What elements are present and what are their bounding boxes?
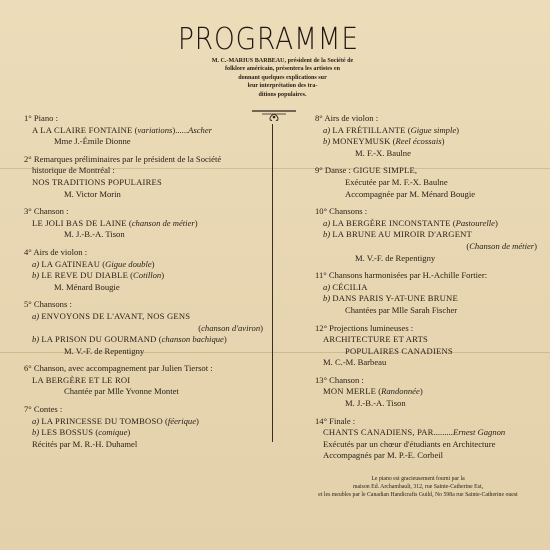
piece-line: b) LE REVE DU DIABLE (Cotillon) — [32, 270, 165, 281]
piece-letter: a) — [32, 310, 40, 321]
piece-letter: b) — [32, 427, 40, 438]
programme-item-10 — [315, 206, 543, 264]
accompanist: Accompagnés par M. P.-E. Corbeil — [323, 450, 444, 461]
piece-note: Cotillon — [133, 270, 162, 281]
piece-title: LA BERGÈRE INCONSTANTE — [332, 217, 451, 228]
item-heading: 11° Chansons harmonisées par H.-Achille Fortier: — [315, 270, 488, 281]
piece-title: LE REVE DU DIABLE — [41, 270, 129, 281]
piece-letter: b) — [32, 270, 40, 281]
item-heading: 1° Piano : — [24, 113, 58, 123]
piece-letter: a) — [32, 415, 40, 426]
piece-title-cont: POPULAIRES CANADIENS — [345, 345, 453, 356]
performer: M. J.-B.-A. Tison — [345, 398, 406, 409]
piece-note-line: (Chanson de métier) — [466, 240, 537, 251]
piece-line: A LA CLAIRE FONTAINE (variations)......Ascher — [32, 124, 212, 135]
item-heading: 5° Chansons : — [24, 299, 72, 310]
performer: M. Ménard Bougie — [54, 281, 120, 292]
programme-item-11 — [315, 270, 543, 316]
piece-letter: b) — [323, 136, 331, 147]
piece-title: LES BOSSUS — [41, 427, 94, 438]
intro-line: donnant quelques explications sur — [238, 74, 327, 81]
programme-item-12 — [315, 323, 543, 369]
footer-line: et les meubles par le Canadian Handicrafts Guild, No 598a rue Sainte-Catherine ouest — [318, 492, 518, 498]
piece-note: Gigue double — [105, 258, 152, 269]
leader-dots: ...... — [175, 124, 189, 135]
piece-letter: b) — [323, 229, 331, 240]
item-heading: 14° Finale : — [315, 415, 356, 426]
piece-line — [24, 311, 269, 323]
piece-letter: a) — [323, 217, 331, 228]
composer: Ascher — [188, 124, 212, 135]
piece-line: a) LA FRÉTILLANTE (Gigue simple) — [323, 124, 460, 135]
piece-line — [315, 293, 543, 305]
item-heading — [315, 165, 543, 177]
piece-title: LA GATINEAU — [41, 258, 101, 269]
performer: M. V.-F. de Repentigny — [64, 345, 145, 356]
piece-title: NOS TRADITIONS POPULAIRES — [32, 176, 162, 187]
programme-item-1 — [24, 113, 269, 148]
item-heading: 7° Contes : — [24, 404, 63, 415]
piece-title: DANS PARIS Y-AT-UNE BRUNE — [332, 293, 458, 304]
piece-line: b) MONEYMUSK (Reel écossais) — [323, 136, 445, 147]
piece-note: chanson de métier — [131, 217, 195, 228]
page-title: PROGRAMME — [178, 22, 359, 57]
piece-note: Reel écossais — [395, 136, 442, 147]
performer: Récités par M. R.-H. Duhamel — [32, 438, 138, 449]
piece-note: Randonnée — [381, 386, 420, 397]
piece-title: CÉCILIA — [332, 281, 368, 292]
footer-line: maison Ed. Archambault, 312, rue Sainte-Catherine Est, — [352, 484, 484, 490]
programme-left-column — [24, 113, 269, 456]
performer: Exécutés par un chœur d'étudiants en Architecture — [323, 438, 496, 449]
piece-line: a) LA BERGÈRE INCONSTANTE (Pastourelle) — [323, 217, 498, 228]
piece-title: LA BRUNE AU MIROIR D'ARGENT — [332, 229, 473, 240]
intro-line: leur interprétation des tra- — [247, 83, 318, 90]
piece-title: LA PRISON DU GOURMAND — [41, 334, 157, 345]
piece-note: chanson d'aviron — [201, 322, 261, 333]
item-heading: 3° Chanson : — [24, 206, 69, 217]
performer: M. Victor Morin — [64, 188, 121, 199]
programme-item-13 — [315, 375, 543, 410]
programme-item-3 — [24, 206, 269, 241]
piece-letter: b) — [32, 334, 40, 345]
piece-line — [315, 229, 543, 241]
piece-note: comique — [98, 427, 128, 438]
performer: M. F.-X. Baulne — [355, 147, 411, 158]
piece-letter: a) — [32, 258, 40, 269]
programme-item-4 — [24, 247, 269, 293]
piece-letter: b) — [323, 293, 331, 304]
piece-title: GIGUE SIMPLE, — [353, 165, 418, 176]
performer: M. J.-B.-A. Tison — [64, 229, 125, 240]
item-heading: 8° Airs de violon : — [315, 113, 379, 123]
performer: M. V.-F. de Repentigny — [355, 252, 436, 263]
performer: Mme J.-Émile Dionne — [54, 136, 131, 147]
composer: Ernest Gagnon — [452, 427, 506, 438]
item-heading: 12° Projections lumineuses : — [315, 322, 414, 333]
piece-line: b) LA PRISON DU GOURMAND (chanson bachique) — [32, 334, 227, 345]
piece-letter: a) — [323, 281, 331, 292]
piece-title: CHANTS CANADIENS, PAR — [323, 427, 434, 438]
footer-note — [298, 475, 538, 499]
piece-line — [315, 282, 543, 294]
piece-title: LA FRÉTILLANTE — [332, 124, 406, 135]
item-heading: 13° Chanson : — [315, 374, 364, 385]
item-heading: 10° Chansons : — [315, 206, 368, 217]
programme-item-6 — [24, 363, 269, 398]
piece-letter: a) — [323, 124, 331, 135]
intro-paragraph — [190, 57, 375, 99]
item-heading-text: 9° Danse : — [315, 165, 351, 176]
item-heading: 2° Remarques préliminaires par le président de la Société — [24, 153, 222, 164]
performer: Chantées par Mlle Sarah Fischer — [345, 304, 458, 315]
item-heading: 6° Chanson, avec accompagnement par Julien Tiersot : — [24, 363, 213, 374]
programme-right-column — [315, 113, 543, 468]
performer: Chantée par Mlle Yvonne Montet — [64, 386, 179, 397]
piece-note: Gigue simple — [410, 124, 457, 135]
piece-note: Chanson de métier — [469, 240, 535, 251]
piece-note-line: (chanson d'aviron) — [198, 322, 263, 333]
intro-line: ditions populaires. — [258, 91, 307, 98]
piece-line: a) LA PRINCESSE DU TOMBOSO (féerique) — [32, 415, 199, 426]
piece-title: MON MERLE — [323, 386, 377, 397]
piece-title: ARCHITECTURE ET ARTS — [323, 334, 429, 345]
piece-title: MONEYMUSK — [332, 136, 391, 147]
piece-note: chanson bachique — [161, 334, 224, 345]
piece-title: ENVOYONS DE L'AVANT, NOS GENS — [41, 310, 191, 321]
programme-item-5 — [24, 299, 269, 357]
programme-item-7 — [24, 404, 269, 450]
piece-line: b) LES BOSSUS (comique) — [32, 427, 131, 438]
performer: M. C.-M. Barbeau — [323, 357, 387, 368]
piece-note: Pastourelle — [455, 217, 495, 228]
piece-title: LE JOLI BAS DE LAINE — [32, 217, 127, 228]
item-heading-cont: historique de Montréal : — [32, 165, 115, 176]
piece-title: LA BERGÈRE ET LE ROI — [32, 374, 131, 385]
piece-note: féerique — [167, 415, 197, 426]
intro-line: M. C.-MARIUS BARBEAU, président de la Société de — [211, 58, 354, 64]
piece-title: LA PRINCESSE DU TOMBOSO — [41, 415, 163, 426]
column-divider — [272, 124, 273, 442]
footer-line: Le piano est gracieusement fourni par la — [371, 476, 465, 482]
piece-note: variations — [137, 124, 173, 135]
piece-line: LE JOLI BAS DE LAINE (chanson de métier) — [32, 217, 198, 228]
programme-item-9 — [315, 165, 543, 200]
programme-item-2 — [24, 154, 269, 200]
item-heading: 4° Airs de violon : — [24, 246, 88, 257]
programme-item-14 — [315, 416, 543, 462]
piece-line: MON MERLE (Randonnée) — [323, 386, 423, 397]
piece-line — [315, 427, 543, 439]
intro-line: folklore américain, présentera les artistes en — [225, 66, 340, 73]
leader-dots: ......... — [433, 427, 453, 438]
performer: Exécutée par M. F.-X. Baulne — [345, 176, 448, 187]
accompanist: Accompagnée par M. Ménard Bougie — [345, 188, 476, 199]
piece-line: a) LA GATINEAU (Gigue double) — [32, 258, 155, 269]
piece-title: A LA CLAIRE FONTAINE — [32, 124, 133, 135]
programme-item-8 — [315, 113, 543, 159]
